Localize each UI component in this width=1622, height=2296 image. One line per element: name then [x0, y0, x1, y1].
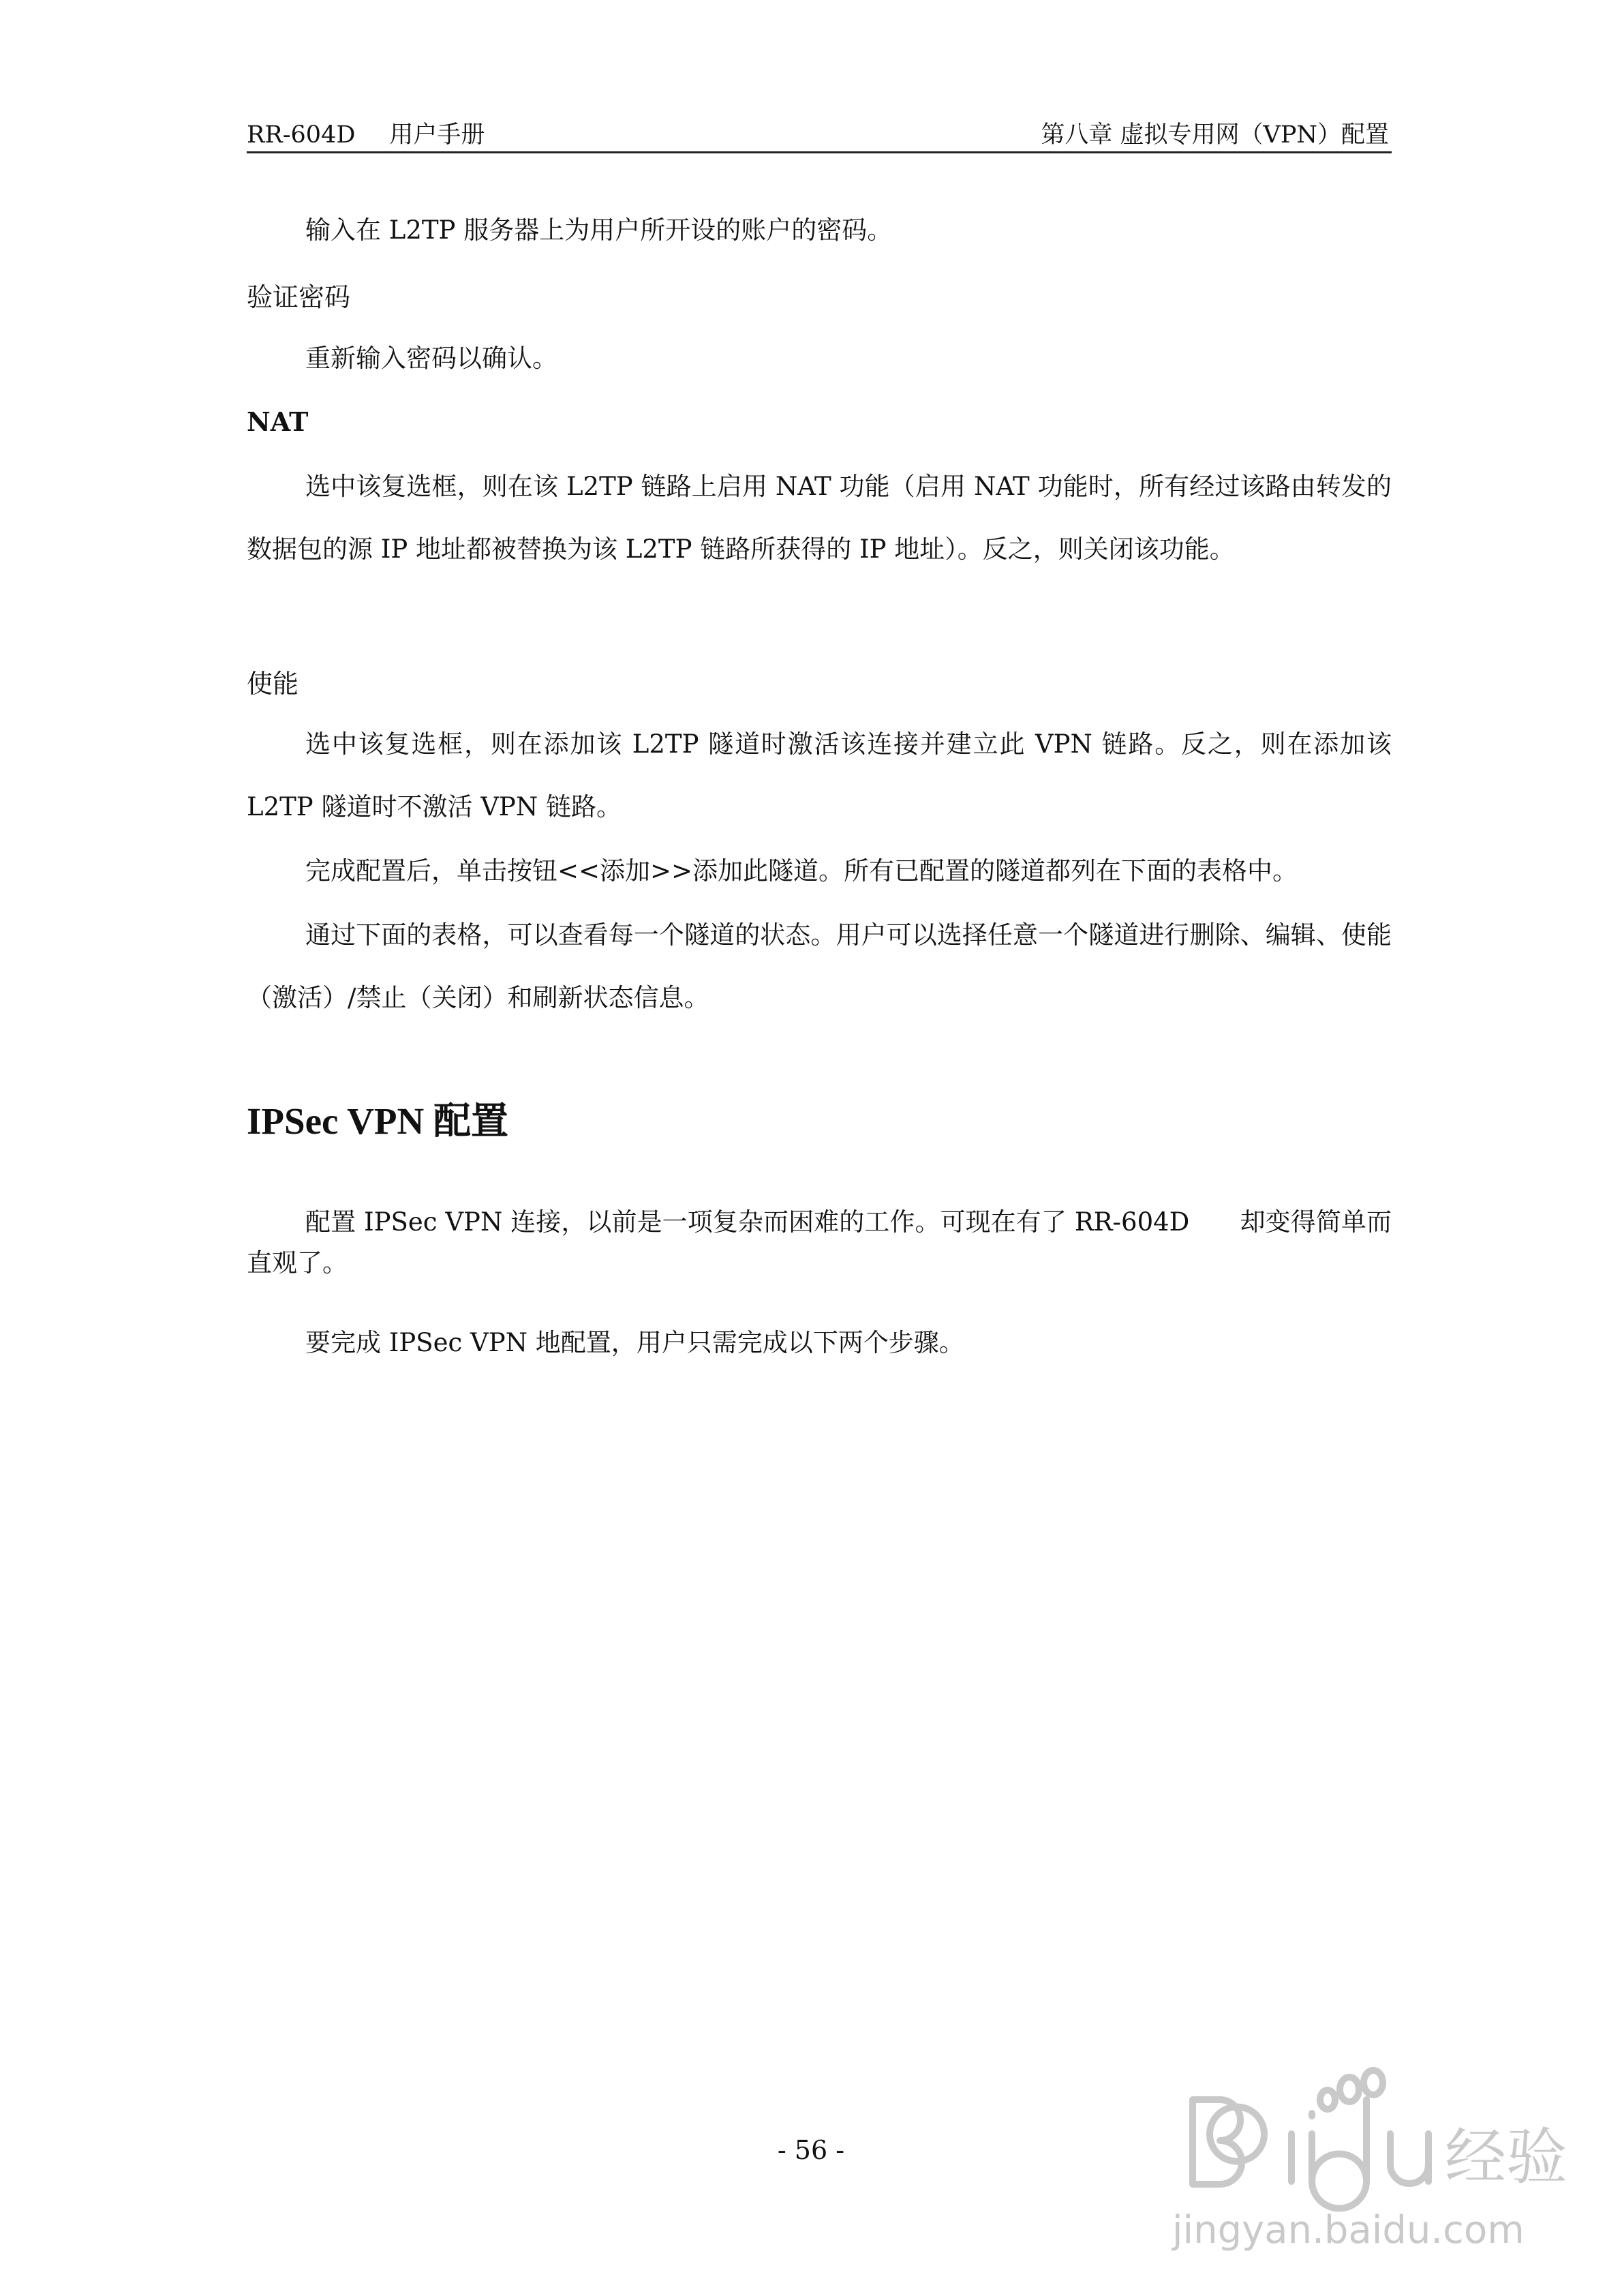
- paragraph-table-desc: 通过下面的表格，可以查看每一个隧道的状态。用户可以选择任意一个隧道进行删除、编辑、使能（激活）/禁止（关闭）和刷新状态信息。: [247, 920, 1392, 1012]
- paragraph-ipsec-steps: 要完成 IPSec VPN 地配置，用户只需完成以下两个步骤。: [305, 1328, 964, 1357]
- page-number: - 56 -: [777, 2135, 845, 2165]
- header-model: RR-604D: [247, 121, 356, 149]
- watermark-logo-text: 经验: [1445, 2121, 1567, 2193]
- header-doc-title: 用户手册: [389, 121, 485, 149]
- baidu-jingyan-watermark: [1145, 2059, 1567, 2263]
- paragraph-add-tunnel: 完成配置后，单击按钮<<添加>>添加此隧道。所有已配置的隧道都列在下面的表格中。: [305, 856, 1298, 886]
- header-divider: [247, 151, 1392, 153]
- section-heading-ipsec: IPSec VPN 配置: [247, 1100, 508, 1142]
- paragraph-ipsec-intro: 配置 IPSec VPN 连接，以前是一项复杂而困难的工作。可现在有了 RR-604D 却变得简单而直观了。: [247, 1207, 1392, 1278]
- field-heading-verify-password: 验证密码: [247, 282, 351, 312]
- header-chapter: 第八章 虚拟专用网（VPN）配置: [1041, 121, 1389, 149]
- watermark-url: jingyan.baidu.com: [1172, 2208, 1525, 2252]
- paragraph-nat-desc: 选中该复选框，则在该 L2TP 链路上启用 NAT 功能（启用 NAT 功能时，所有经过该路由转发的数据包的源 IP 地址都被替换为该 L2TP 链路所获得的 IP 地址）。反之，则关闭该功能。: [247, 472, 1392, 564]
- header-left: [247, 116, 485, 150]
- field-heading-enable: 使能: [247, 669, 299, 699]
- paragraph-verify-desc: 重新输入密码以确认。: [305, 344, 557, 373]
- paragraph-enable-desc: 选中该复选框，则在添加该 L2TP 隧道时激活该连接并建立此 VPN 链路。反之，则在添加该 L2TP 隧道时不激活 VPN 链路。: [247, 729, 1392, 821]
- paragraph-password-desc: 输入在 L2TP 服务器上为用户所开设的账户的密码。: [305, 215, 893, 245]
- field-heading-nat: NAT: [247, 406, 309, 437]
